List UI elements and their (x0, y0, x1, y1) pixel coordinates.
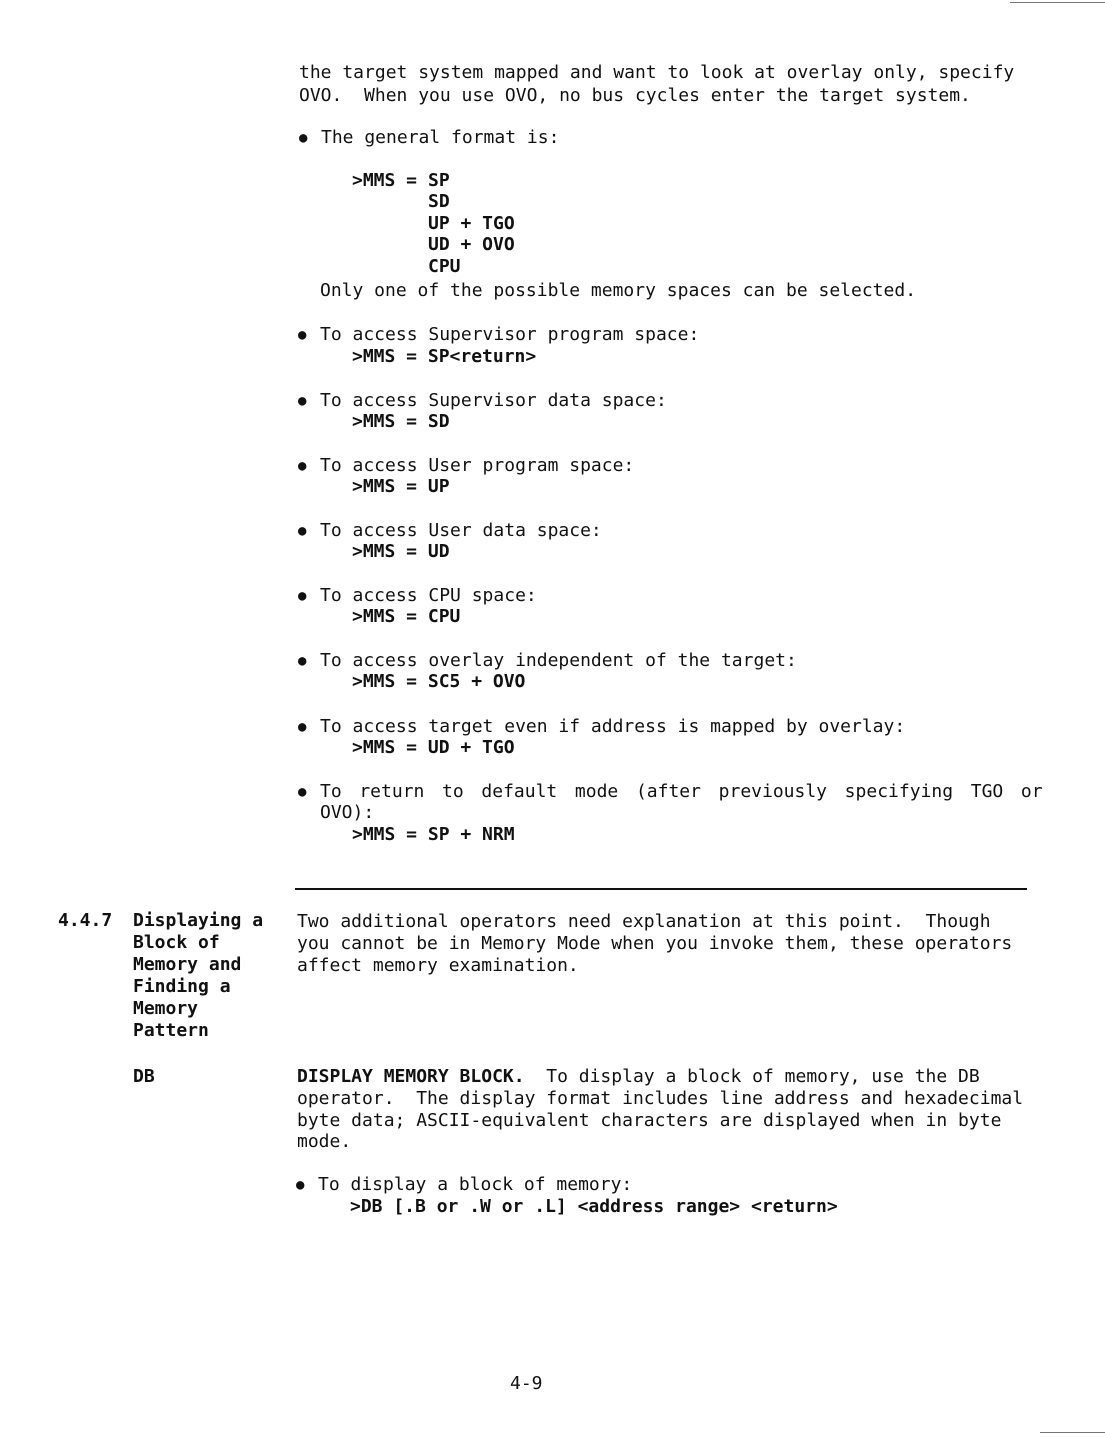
list-item-command: >MMS = UP (352, 476, 450, 497)
section-body-line: Two additional operators need explanation at this point. Though (297, 911, 991, 932)
list-item-text: ● To access overlay independent of the target: (320, 650, 797, 672)
list-item-text: ● To access CPU space: (320, 585, 537, 607)
list-item-command: >MMS = SD (352, 411, 450, 432)
list-item-text: ● To access Supervisor program space: (320, 324, 699, 346)
list-item-command: >MMS = UD + TGO (352, 737, 515, 758)
list-item-text: ● To access User data space: (320, 520, 602, 542)
intro-line-2: OVO. When you use OVO, no bus cycles enter the target system. (299, 85, 971, 106)
db-body-line: mode. (297, 1131, 352, 1152)
return-item-command: >MMS = SP + NRM (352, 824, 515, 845)
db-first-line (297, 1066, 980, 1088)
section-body-line: you cannot be in Memory Mode when you invoke them, these operators (297, 933, 1013, 954)
scan-edge-top (1010, 2, 1105, 3)
list-item-text: ● To access Supervisor data space: (320, 390, 667, 412)
section-title-line: Block of (133, 932, 220, 953)
section-title-line: Pattern (133, 1020, 209, 1041)
list-item-command: >MMS = SC5 + OVO (352, 671, 526, 692)
db-command: >DB [.B or .W or .L] <address range> <return> (350, 1196, 838, 1217)
section-title-line: Displaying a (133, 910, 264, 931)
list-item-command: >MMS = SP<return> (352, 346, 537, 367)
intro-line-1: the target system mapped and want to look at overlay only, specify (299, 62, 1015, 83)
format-option: SD (428, 191, 450, 212)
db-bullet: ● To display a block of memory: (318, 1174, 632, 1196)
db-margin-label: DB (133, 1066, 155, 1087)
list-item-text: ● To access target even if address is mapped by overlay: (320, 716, 905, 738)
list-item-text: ● To access User program space: (320, 455, 634, 477)
format-option: CPU (428, 256, 461, 277)
db-heading: DISPLAY MEMORY BLOCK. (297, 1066, 525, 1087)
section-title-line: Finding a (133, 976, 231, 997)
format-option: SP (428, 170, 450, 191)
format-option: UD + OVO (428, 234, 515, 255)
list-item-command: >MMS = UD (352, 541, 450, 562)
return-item-line-1: ● To return to default mode (after previously specifying TGO or (320, 781, 1043, 803)
scan-edge-bottom (1040, 1432, 1105, 1433)
section-body-line: affect memory examination. (297, 955, 579, 976)
section-title-line: Memory (133, 998, 199, 1019)
format-command: >MMS = (352, 170, 428, 191)
page-number: 4-9 (510, 1373, 543, 1394)
db-body-line: operator. The display format includes line address and hexadecimal (297, 1088, 1024, 1109)
db-body-line: byte data; ASCII-equivalent characters are displayed when in byte (297, 1110, 1002, 1131)
format-option: UP + TGO (428, 213, 515, 234)
list-item-command: >MMS = CPU (352, 606, 461, 627)
format-bullet: ● The general format is: (321, 127, 559, 149)
db-first-line-text: To display a block of memory, use the DB (524, 1066, 980, 1087)
return-item-line-2: OVO): (320, 802, 375, 823)
section-divider (295, 888, 1027, 890)
format-note: Only one of the possible memory spaces can be selected. (320, 280, 917, 301)
section-title-line: Memory and (133, 954, 242, 975)
section-number: 4.4.7 (58, 910, 113, 931)
